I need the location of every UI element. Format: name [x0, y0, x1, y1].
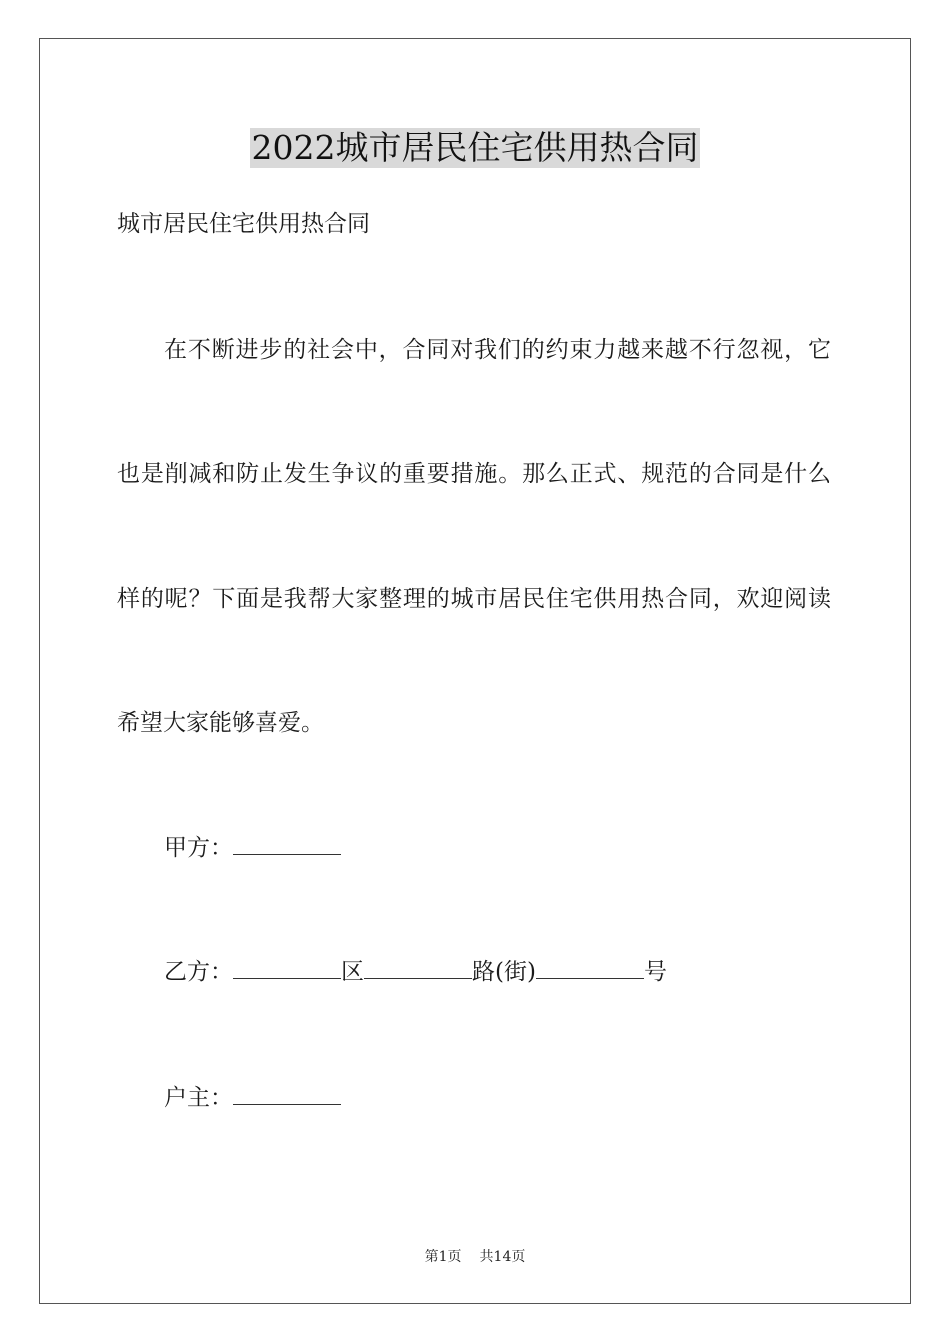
intro-line-3: 样的呢？下面是我帮大家整理的城市居民住宅供用热合同，欢迎阅读 [117, 586, 831, 612]
owner-blank[interactable] [233, 1082, 341, 1105]
page-number-current: 第1页 [424, 1249, 462, 1265]
party-a-row [164, 832, 341, 863]
document-title-text: 2022城市居民住宅供用热合同 [251, 128, 699, 167]
owner-label: 户主： [164, 1085, 233, 1111]
page-number-total: 共14页 [479, 1249, 526, 1265]
intro-line-2: 也是削减和防止发生争议的重要措施。那么正式、规范的合同是什么 [117, 461, 831, 487]
party-b-district-blank[interactable] [364, 956, 472, 979]
party-b-road-label: 路(街) [472, 959, 536, 985]
intro-line-1: 在不断进步的社会中，合同对我们的约束力越来越不行忽视，它 [164, 337, 831, 363]
document-subtitle: 城市居民住宅供用热合同 [117, 211, 370, 237]
party-b-label: 乙方： [164, 959, 233, 985]
page-footer [0, 1248, 950, 1266]
party-b-road-blank[interactable] [536, 956, 644, 979]
owner-row [164, 1082, 341, 1113]
intro-line-4: 希望大家能够喜爱。 [117, 710, 324, 736]
party-b-district-label: 区 [341, 959, 364, 985]
party-a-blank[interactable] [233, 832, 341, 855]
party-b-name-blank[interactable] [233, 956, 341, 979]
party-a-label: 甲方： [164, 835, 233, 861]
party-b-row [164, 956, 667, 987]
document-title [0, 128, 950, 168]
party-b-number-label: 号 [643, 959, 667, 985]
